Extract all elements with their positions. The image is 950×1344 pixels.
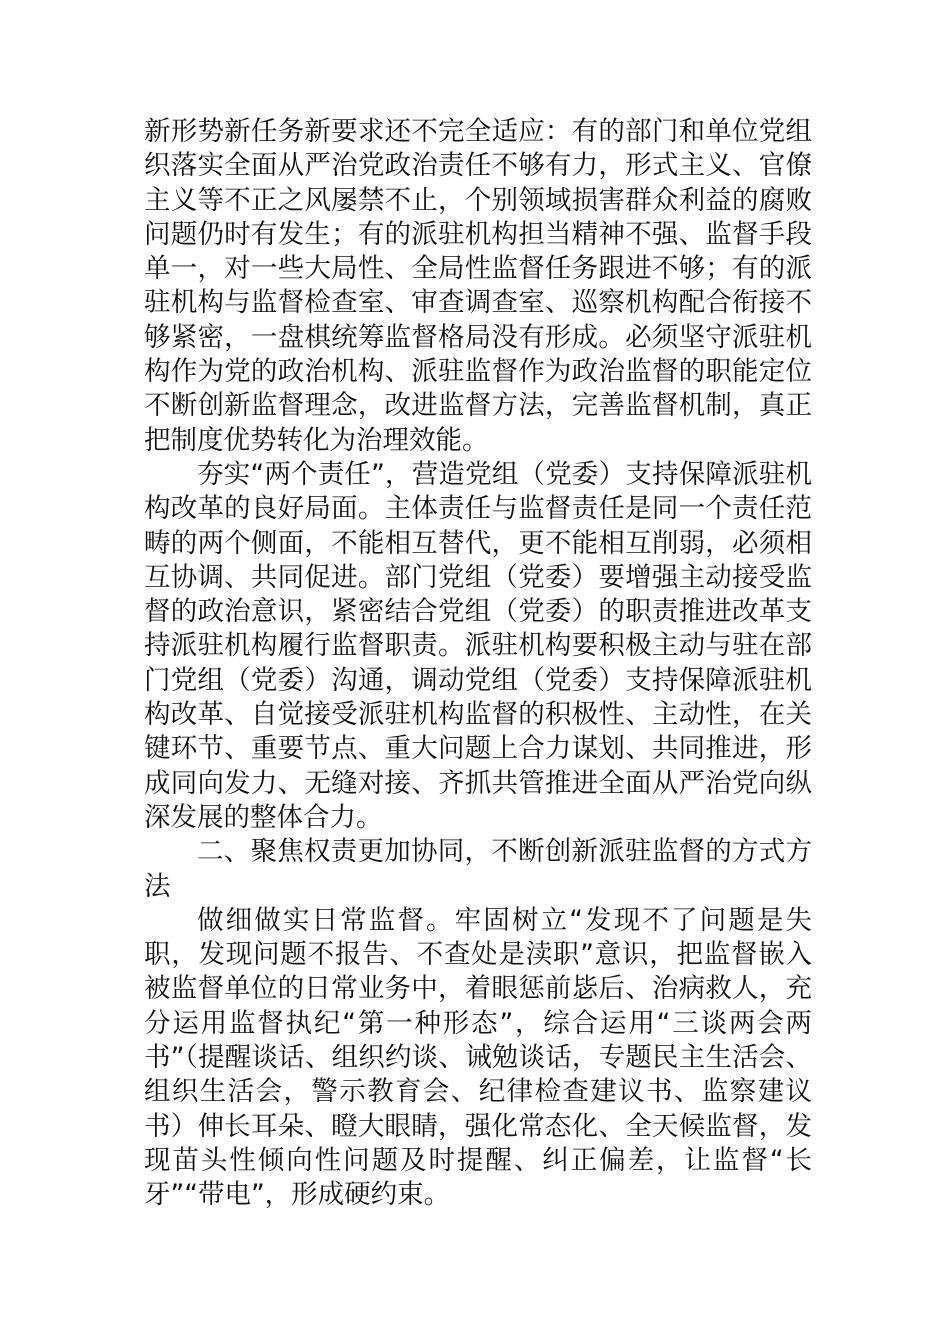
paragraph-two-responsibilities: 夯实“两个责任”，营造党组（党委）支持保障派驻机构改革的良好局面。主体责任与监督责任是同一个责任范畴的两个侧面，不能相互替代，更不能相互削弱，必须相互协调、共同促进。部门党组（党委）要增强主动接受监督的政治意识，紧密结合党组（党委）的职责推进改革支持派驻机构履行监督职责。派驻机构要积极主动与驻在部门党组（党委）沟通，调动党组（党委）支持保障派驻机构改革、自觉接受派驻机构监督的积极性、主动性，在关键环节、重要节点、重大问题上合力谋划、共同推进，形成同向发力、无缝对接、齐抓共管推进全面从严治党向纵深发展的整体合力。	[144, 458, 812, 833]
section-heading: 二、聚焦权责更加协同，不断创新派驻监督的方式方法	[144, 836, 812, 902]
paragraph-daily-supervision: 做细做实日常监督。牢固树立“发现不了问题是失职，发现问题不报告、不查处是渎职”意识，把监督嵌入被监督单位的日常业务中，着眼惩前毖后、治病救人，充分运用监督执纪“第一种形态”，综合运用“三谈两会两书”（提醒谈话、组织约谈、诫勉谈话，专题民主生活会、组织生活会，警示教育会、纪律检查建议书、监察建议书）伸长耳朵、瞪大眼睛，强化常态化、全天候监督，发现苗头性倾向性问题及时提醒、纠正偏差，让监督“长牙”“带电”，形成硬约束。	[144, 904, 812, 1211]
document-body	[144, 115, 812, 1213]
paragraph-continuation: 新形势新任务新要求还不完全适应：有的部门和单位党组织落实全面从严治党政治责任不够有力，形式主义、官僚主义等不正之风屡禁不止，个别领域损害群众利益的腐败问题仍时有发生；有的派驻机构担当精神不强、监督手段单一，对一些大局性、全局性监督任务跟进不够；有的派驻机构与监督检查室、审查调查室、巡察机构配合衔接不够紧密，一盘棋统筹监督格局没有形成。必须坚守派驻机构作为党的政治机构、派驻监督作为政治监督的职能定位不断创新监督理念，改进监督方法，完善监督机制，真正把制度优势转化为治理效能。	[144, 116, 812, 456]
